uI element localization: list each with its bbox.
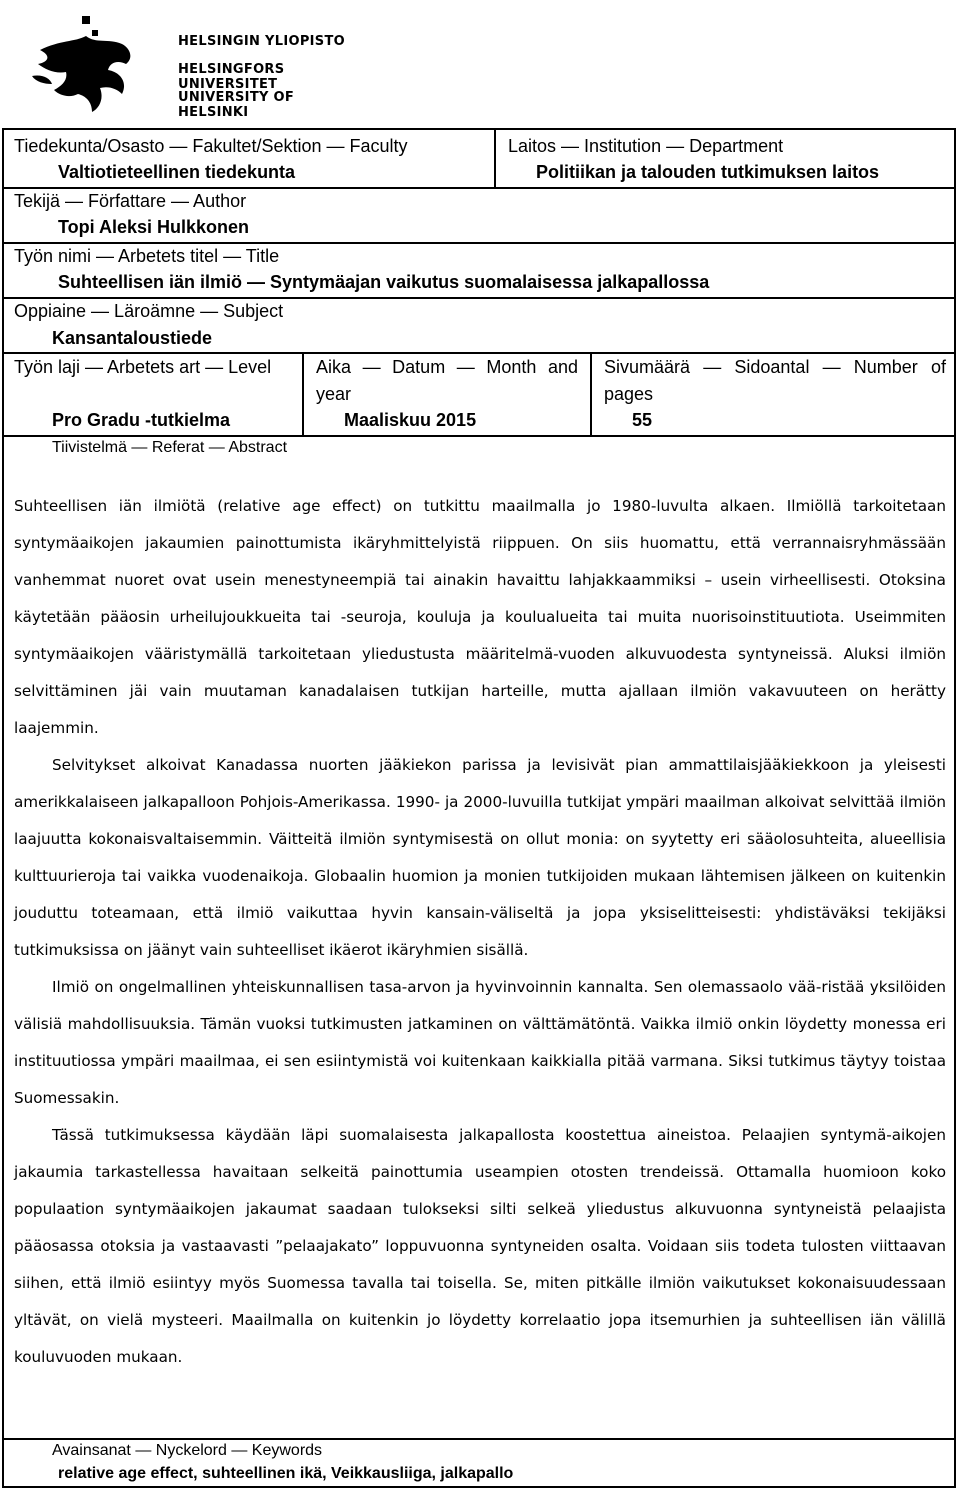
pages-value: 55 [632, 410, 653, 430]
abstract-body [14, 488, 946, 1376]
level-value: Pro Gradu -tutkielma [52, 410, 231, 430]
keywords-label: Avainsanat — Nyckelord — Keywords [52, 1442, 323, 1459]
pages-label: Sivumäärä — Sidoantal — Number of [604, 357, 946, 377]
divider [2, 352, 956, 354]
date-label-year: year [316, 384, 352, 404]
subject-value: Kansantaloustiede [52, 328, 213, 348]
university-logo [30, 14, 350, 120]
divider [2, 435, 956, 437]
title-value: Suhteellisen iän ilmiö — Syntymäajan vaikutus suomalaisessa jalkapallossa [58, 272, 710, 292]
abstract-paragraph: Selvitykset alkoivat Kanadassa nuorten jääkiekon parissa ja levisivät pian ammattilaisjääkiekkoon ja yleisesti amerikkalaiseen jalkapalloon Pohjois-Amerikassa. 1990- ja 2000-luvuilla tutkijat ympäri maailman alkoivat selvittää ilmiön laajuutta kokonaisvaltaisemmin. Väitteitä ilmiön syntymisestä on ollut monia: on syytetty eri sääolosuhteita, alueellisia kulttuurieroja tai vaikka vuodenaikoja. Globaalin huomion ja monien tutkijoiden mukaan lähtemisen jälkeen on kuitenkin jouduttu toteamaan, että ilmiö vaikuttaa hyvin kansain-väliseltä ja jopa yksiselitteisesti: yhdistäväksi tekijäksi tutkimuksissa on jäänyt vain suhteelliset ikäerot ikäryhmien sisällä. [14, 756, 946, 959]
faculty-value: Valtiotieteellinen tiedekunta [58, 162, 296, 182]
department-label: Laitos — Institution — Department [508, 136, 784, 156]
abstract-label: Tiivistelmä — Referat — Abstract [52, 439, 288, 456]
divider [2, 297, 956, 299]
date-value: Maaliskuu 2015 [344, 410, 477, 430]
divider [302, 352, 304, 436]
author-value: Topi Aleksi Hulkkonen [58, 217, 250, 237]
flame-logo-icon [30, 14, 140, 114]
logo-line-fi: HELSINGIN YLIOPISTO [178, 34, 345, 49]
department-value: Politiikan ja talouden tutkimuksen laitos [536, 162, 880, 182]
divider [2, 187, 956, 189]
divider [2, 242, 956, 244]
level-label: Työn laji — Arbetets art — Level [14, 357, 272, 377]
author-label: Tekijä — Författare — Author [14, 191, 247, 211]
keywords-value: relative age effect, suhteellinen ikä, Veikkausliiga, jalkapallo [58, 1465, 514, 1482]
logo-line-en: UNIVERSITY OF HELSINKI [178, 90, 295, 120]
date-label: Aika — Datum — Month and [316, 357, 578, 377]
divider [2, 1438, 956, 1440]
logo-line-sv: HELSINGFORS UNIVERSITET [178, 62, 285, 92]
faculty-label: Tiedekunta/Osasto — Fakultet/Sektion — Faculty [14, 136, 408, 156]
pages-label-pages: pages [604, 384, 654, 404]
abstract-paragraph: Tässä tutkimuksessa käydään läpi suomalaisesta jalkapallosta koostettua aineistoa. Pelaajien syntymä-aikojen jakaumia tarkastellessa havaitaan selkeitä painottumia useampien otosten trendeissä. Ottamalla huomioon koko populaation syntymäaikojen jakaumat saadaan tulokseksi silti selkeä yliedustus alkuvuonna syntyneistä pelaajista pääosassa otoksia ja vastaavasti ”pelaajakato” loppuvuonna syntyneiden osalta. Voidaan siis todeta tulosten viittaavan siihen, että ilmiö esiintyy myös Suomessa tavalla tai toisella. Se, miten pitkälle ilmiön vaikutukset kokonaisuudessaan yltävät, on vielä mysteeri. Maailmalla on kuitenkin jo löydetty korrelaatio jopa itsemurhien ja suhteellisen iän välillä kouluvuoden mukaan. [14, 1126, 946, 1366]
abstract-paragraph: Ilmiö on ongelmallinen yhteiskunnallisen tasa-arvon ja hyvinvoinnin kannalta. Sen olemassaolo vää-ristää yksilöiden välisiä mahdollisuuksia. Tämän vuoksi tutkimusten jatkaminen on välttämätöntä. Vaikka ilmiö onkin löydetty monessa eri instituutiossa ympäri maailmaa, ei sen esiintymistä voi kuitenkaan kaikkialla pitää varmana. Siksi tutkimus täytyy toistaa Suomessakin. [14, 978, 946, 1107]
title-label: Työn nimi — Arbetets titel — Title [14, 246, 280, 266]
divider [494, 128, 496, 188]
subject-label: Oppiaine — Läroämne — Subject [14, 301, 284, 321]
abstract-paragraph: Suhteellisen iän ilmiötä (relative age effect) on tutkittu maailmalla jo 1980-luvulta alkaen. Ilmiöllä tarkoitetaan syntymäaikojen jakaumien painottumista ikäryhmittelyistä riippuen. On siis huomattu, että verrannaisryhmässään vanhemmat nuoret ovat usein menestyneempiä tai ainakin havaittu lahjakkaammiksi – usein virheellisesti. Otoksina käytetään pääosin urheilujoukkueita tai -seuroja, kouluja ja koulualueita tai muita nuorisoinstituutiota. Useimmiten syntymäaikojen vääristymällä tarkoitetaan yliedustusta määritelmä-vuoden alkuvuodesta syntyneissä. Aluksi ilmiön selvittäminen jäi vain muutaman kanadalaisen tutkijan harteille, mutta ajallaan ilmiön vakavuuteen on herätty laajemmin. [14, 497, 946, 737]
divider [590, 352, 592, 436]
